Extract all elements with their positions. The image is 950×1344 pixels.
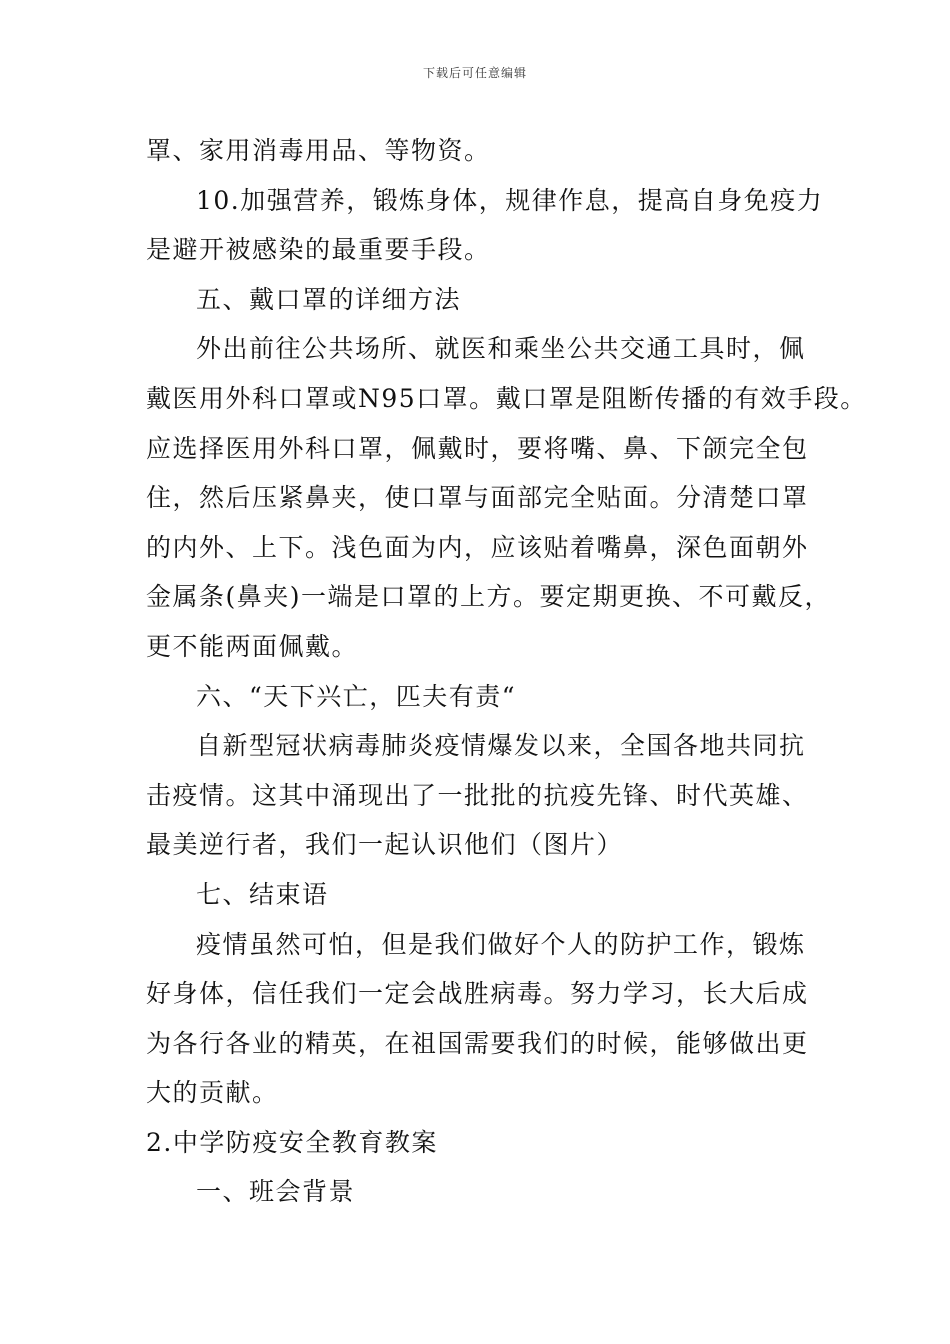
text-line: 的内外、上下。浅色面为内，应该贴着嘴鼻，深色面朝外 xyxy=(146,532,809,562)
page-header: 下载后可任意编辑 xyxy=(422,66,527,80)
document-title: 2.中学防疫安全教育教案 xyxy=(146,1127,438,1157)
text-line: 更不能两面佩戴。 xyxy=(146,631,359,661)
text-line: 罩、家用消毒用品、等物资。 xyxy=(146,136,491,165)
text-line: 金属条(鼻夹)一端是口罩的上方。要定期更换、不可戴反， xyxy=(146,582,832,612)
section-heading: 六、“天下兴亡，匹夫有责“ xyxy=(196,681,517,711)
document-body xyxy=(146,126,867,1217)
text-line: 戴医用外科口罩或N95口罩。戴口罩是阻断传播的有效手段。 xyxy=(146,383,867,413)
text-line: 击疫情。这其中涌现出了一批批的抗疫先锋、时代英雄、 xyxy=(146,780,809,810)
text-line: 是避开被感染的最重要手段。 xyxy=(146,235,491,265)
text-line: 自新型冠状病毒肺炎疫情爆发以来，全国各地共同抗 xyxy=(196,731,806,761)
text-line: 最美逆行者，我们一起认识他们（图片） xyxy=(146,830,624,860)
text-line: 10.加强营养，锻炼身体，规律作息，提高自身免疫力 xyxy=(196,185,824,215)
text-line: 疫情虽然可怕，但是我们做好个人的防护工作，锻炼 xyxy=(196,929,806,959)
text-line: 好身体，信任我们一定会战胜病毒。努力学习，长大后成 xyxy=(146,979,809,1009)
text-line: 大的贡献。 xyxy=(146,1078,279,1108)
text-line: 外出前往公共场所、就医和乘坐公共交通工具时，佩 xyxy=(196,334,806,364)
text-line: 为各行各业的精英，在祖国需要我们的时候，能够做出更 xyxy=(146,1028,809,1058)
section-heading: 一、班会背景 xyxy=(196,1177,356,1207)
text-line: 住，然后压紧鼻夹，使口罩与面部完全贴面。分清楚口罩 xyxy=(146,483,809,513)
section-heading: 五、戴口罩的详细方法 xyxy=(196,284,462,314)
text-line: 应选择医用外科口罩，佩戴时，要将嘴、鼻、下颌完全包 xyxy=(146,433,809,463)
section-heading: 七、结束语 xyxy=(196,879,329,909)
